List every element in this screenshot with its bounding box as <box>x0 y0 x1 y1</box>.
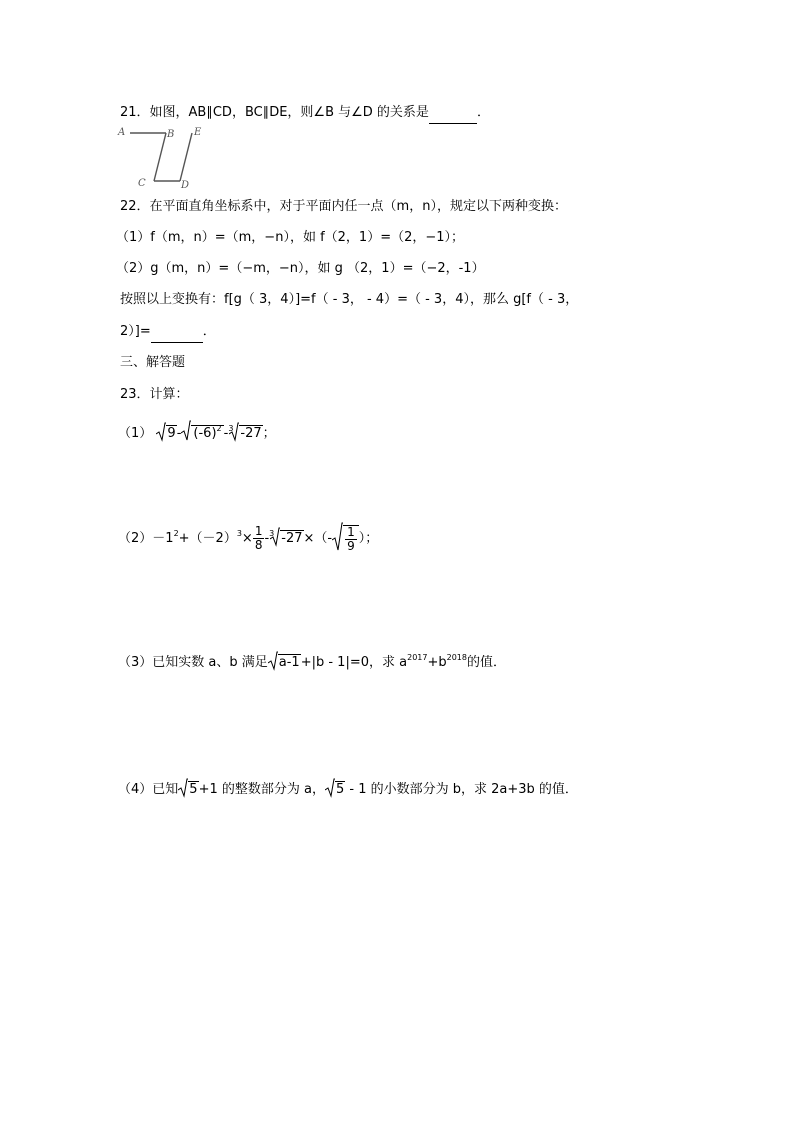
sqrt-a-minus-1: a-1 <box>268 651 301 673</box>
q22-question-prefix: 2）]= <box>120 324 151 339</box>
sqrt-5-a: 5 <box>178 778 198 800</box>
q23-part2: $(2)-1^2+(-2)^3\times$ $\frac{1}{8}$ -$^3$ -27×（- $\frac{1}{9}$ ）； <box>118 524 379 553</box>
label-d: D <box>181 180 190 190</box>
q23-part1: （1） 9- $(-6)^2$ -$^3$ -27； <box>118 420 276 444</box>
sqrt-9: 9 <box>156 422 176 444</box>
radical-sign-icon <box>268 651 278 671</box>
q21-answer-blank <box>429 103 477 124</box>
sqrt-one-ninth: $\frac{1}{9}$ <box>332 522 359 554</box>
q23-part4: （4）已知 5+1 的整数部分为 a， 5 - 1 的小数部分为 b，求 2a+3b 的值． <box>118 778 578 800</box>
label-c: C <box>138 178 146 189</box>
segment-bc <box>154 133 166 181</box>
q21-text: 21．如图，AB∥CD，BC∥DE，则∠B 与∠D 的关系是 <box>120 105 429 120</box>
q22-answer-blank <box>151 322 203 343</box>
part1-label: （1） <box>118 426 153 441</box>
cbrt-neg27-part2: -27 <box>270 524 303 554</box>
q23-title: 23．计算： <box>120 387 189 402</box>
radical-sign-icon <box>156 422 166 442</box>
segment-de <box>180 133 192 181</box>
section-heading: 三、解答题 <box>120 355 186 370</box>
radical-sign-icon <box>270 527 280 547</box>
q22-question-suffix: ． <box>202 324 216 339</box>
radical-sign-icon <box>181 420 191 442</box>
q22-rule1: （1）f（m，n）=（m，−n），如 f（2，1）=（2，−1）； <box>116 230 465 245</box>
cbrt-neg27: -27 <box>229 422 262 444</box>
label-a: A <box>118 127 126 138</box>
q22-question <box>120 322 216 343</box>
radical-sign-icon <box>178 778 188 798</box>
q21-line <box>120 103 490 124</box>
q23-part3: （3）已知实数 a、b 满足 a-1+|b - 1|=0，求 $a^{2017}+b^{2018}$的值． <box>118 651 506 673</box>
cube-root-index: 3 <box>228 424 234 433</box>
fraction-one-eighth: $\frac{1}{8}$ <box>254 524 263 552</box>
q22-example: 按照以上变换有：f[g（ 3，4）]=f（ - 3， - 4）=（ - 3，4），那么 g[f（ - 3， <box>120 292 579 307</box>
radical-sign-icon <box>325 778 335 798</box>
q22-intro: 22．在平面直角坐标系中，对于平面内任一点（m，n），规定以下两种变换： <box>120 199 567 214</box>
q22-rule2: （2）g（m，n）=（−m，−n），如 g （2，1）=（−2，‑1） <box>116 261 485 276</box>
q21-figure <box>116 126 212 190</box>
label-e: E <box>194 127 202 138</box>
sqrt-neg6-squared: $(-6)^2$ <box>181 420 223 444</box>
radical-sign-icon <box>332 522 343 552</box>
part2-label: （2） <box>118 531 153 546</box>
q21-tail: ． <box>476 105 490 120</box>
sqrt-5-b: 5 <box>325 778 345 800</box>
radical-sign-icon <box>229 422 239 442</box>
label-b: B <box>167 129 175 140</box>
